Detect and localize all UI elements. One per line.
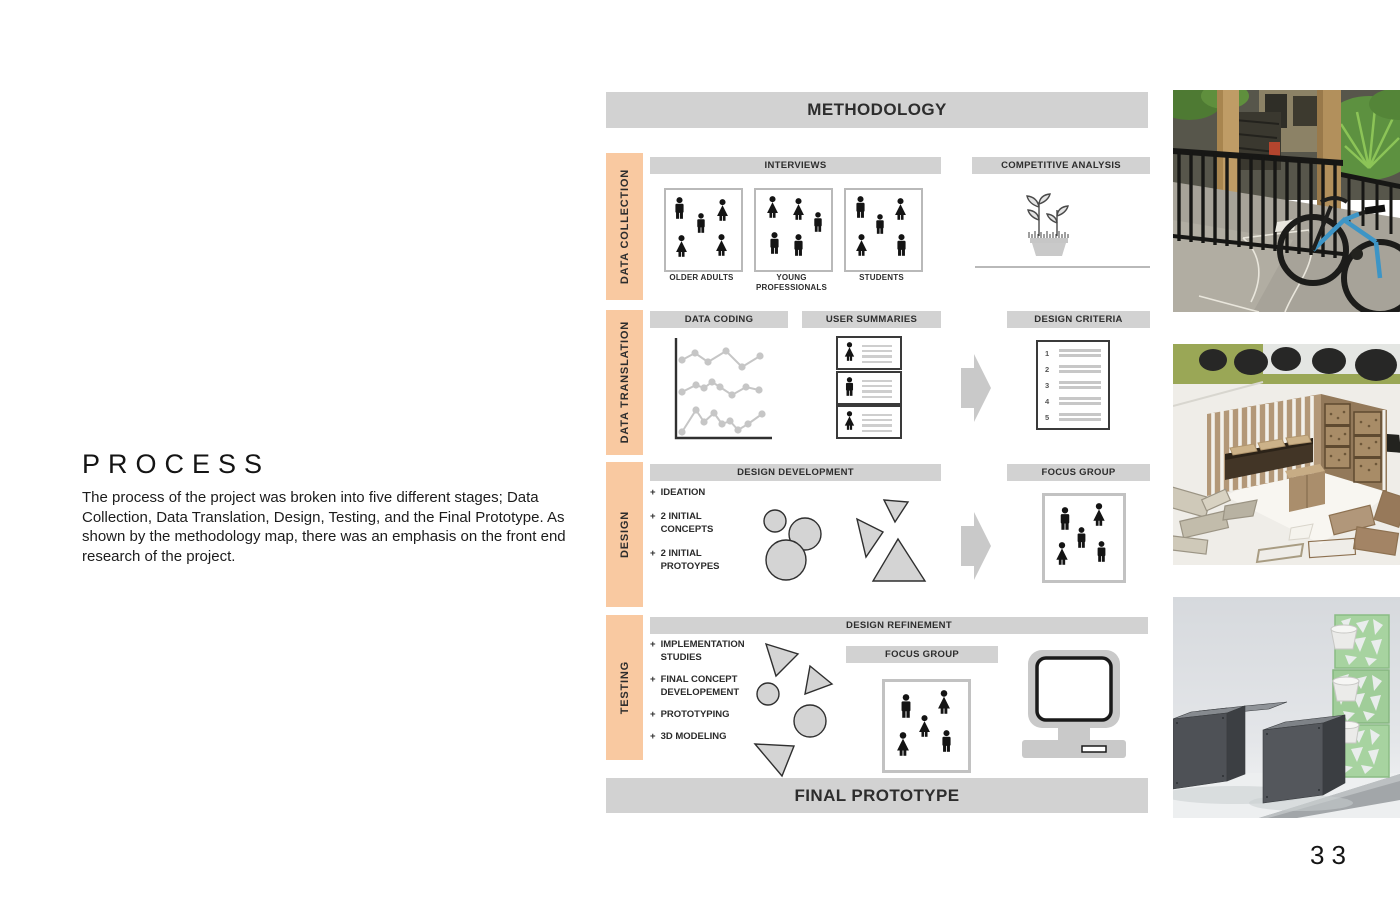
person-icon [844, 342, 855, 361]
stage-tab-design: DESIGN [606, 462, 643, 607]
user-summary-card [836, 405, 902, 439]
page-title: PROCESS [82, 449, 271, 479]
person-icon [1092, 503, 1106, 526]
data-coding-chart-icon [666, 334, 778, 446]
divider-line [975, 266, 1150, 268]
list-item: + PROTOTYPING [650, 709, 730, 720]
design-development-bar: DESIGN DEVELOPMENT [650, 464, 941, 481]
group-label-young-professionals: YOUNG PROFESSIONALS [755, 273, 828, 292]
list-item: + FINAL CONCEPT DEVELOPEMENT [650, 674, 740, 698]
list-item: + 2 INITIAL PROTOYPES [650, 548, 720, 572]
text-lines [1059, 363, 1101, 375]
person-icon [844, 377, 855, 396]
interviews-bar: INTERVIEWS [650, 157, 941, 174]
young-professionals-box [754, 188, 833, 272]
stage-tab-data-collection: DATA COLLECTION [606, 153, 643, 300]
user-summary-card [836, 336, 902, 370]
intro-paragraph: The process of the project was broken into five different stages; Data Collection, Data Translation, Design, Testing, and the Final Prototype. As shown by the methodology map, there was an emphasis on the front end research of the project. [82, 489, 566, 565]
text-lines [1059, 347, 1101, 359]
person-icon [874, 214, 886, 234]
person-icon [937, 690, 951, 714]
cardboard-model-photo [1173, 344, 1400, 565]
person-icon [896, 732, 910, 756]
text-lines [1059, 395, 1101, 407]
older-adults-box [664, 188, 743, 272]
person-icon [1075, 527, 1088, 548]
user-summary-card [836, 371, 902, 405]
person-icon [1058, 507, 1072, 530]
person-icon [792, 198, 805, 220]
person-icon [918, 715, 931, 737]
group-label-students: STUDENTS [859, 273, 904, 282]
focus-group-box [1042, 493, 1126, 583]
list-item: + IMPLEMENTATION STUDIES [650, 639, 745, 663]
text-lines [1059, 411, 1101, 423]
stage-tab-data-translation: DATA TRANSLATION [606, 310, 643, 455]
testing-bullet-list [650, 638, 749, 752]
user-summaries-bar: USER SUMMARIES [802, 311, 941, 328]
focus-group-bar: FOCUS GROUP [846, 646, 998, 663]
design-refinement-bar: DESIGN REFINEMENT [650, 617, 1148, 634]
person-icon [792, 234, 805, 256]
design-criteria-document: 1 2 3 4 5 [1036, 340, 1110, 430]
person-icon [768, 232, 781, 254]
students-box [844, 188, 923, 272]
person-icon [895, 234, 908, 256]
text-lines [862, 342, 892, 366]
data-coding-bar: DATA CODING [650, 311, 788, 328]
concept-triangles-icon [852, 490, 934, 582]
text-lines [862, 377, 892, 401]
3d-render-photo [1173, 597, 1400, 818]
person-icon [1095, 541, 1108, 562]
flow-arrow-icon [961, 354, 991, 422]
person-icon [1055, 542, 1069, 565]
stage-tab-testing: TESTING [606, 615, 643, 760]
person-icon [675, 235, 688, 257]
flow-arrow-icon [961, 512, 991, 580]
person-icon [855, 234, 868, 256]
person-icon [715, 234, 728, 256]
person-icon [894, 198, 907, 220]
methodology-header-bar: METHODOLOGY [606, 92, 1148, 128]
person-icon [673, 197, 686, 219]
focus-group-box [882, 679, 971, 773]
refinement-shapes-icon [752, 636, 844, 778]
design-criteria-bar: DESIGN CRITERIA [1007, 311, 1150, 328]
person-icon [695, 213, 707, 233]
person-icon [716, 199, 729, 221]
person-icon [766, 196, 779, 218]
list-item: + 2 INITIAL CONCEPTS [650, 511, 714, 535]
person-icon [844, 411, 855, 430]
person-icon [899, 694, 913, 718]
methodology-diagram [606, 92, 1148, 813]
balcony-bicycle-photo [1173, 90, 1400, 312]
final-prototype-bar: FINAL PROTOTYPE [606, 778, 1148, 813]
computer-icon [1020, 648, 1128, 758]
competitive-analysis-bar: COMPETITIVE ANALYSIS [972, 157, 1150, 174]
text-lines [862, 411, 892, 435]
focus-group-bar: FOCUS GROUP [1007, 464, 1150, 481]
concept-circles-icon [748, 495, 830, 583]
person-icon [940, 730, 953, 752]
design-bullet-list [650, 486, 749, 584]
person-icon [854, 196, 867, 218]
page-number: 33 [1310, 840, 1353, 870]
list-item: + 3D MODELING [650, 731, 727, 742]
plant-icon [1021, 192, 1077, 258]
person-icon [812, 212, 824, 232]
list-item: + IDEATION [650, 487, 706, 498]
group-label-older-adults: OLDER ADULTS [669, 273, 734, 282]
text-lines [1059, 379, 1101, 391]
